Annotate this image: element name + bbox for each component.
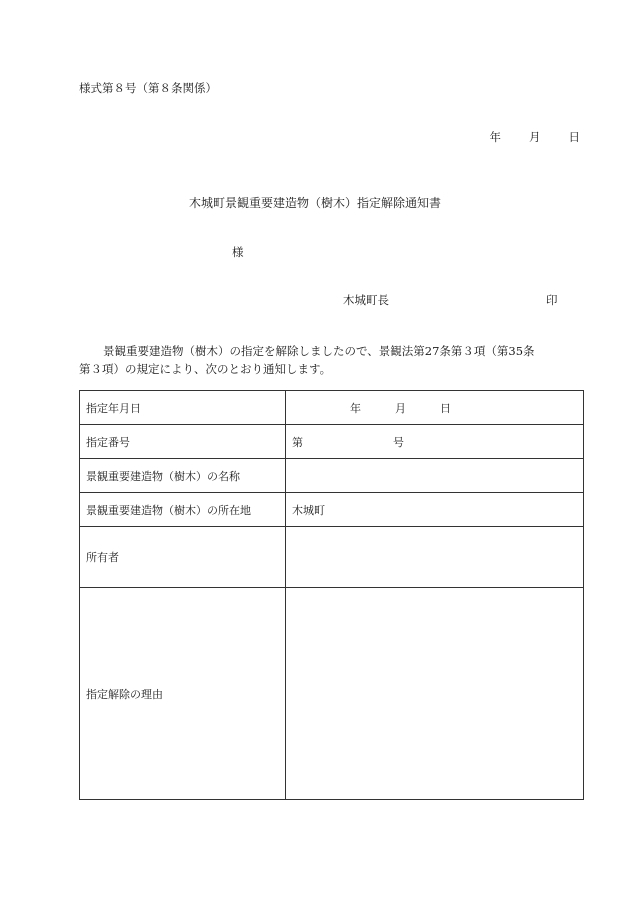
date-month: 月 (529, 130, 541, 144)
owner-label: 所有者 (80, 527, 286, 588)
owner-value (286, 527, 584, 588)
info-table (79, 390, 584, 800)
row-date-year: 年 (350, 401, 361, 415)
date-year: 年 (489, 130, 501, 144)
structure-location-value: 木城町 (286, 493, 584, 527)
table-row (80, 391, 584, 425)
issue-date (490, 129, 581, 145)
date-day: 日 (568, 130, 580, 144)
body-line-1: 景観重要建造物（樹木）の指定を解除しましたので、景観法第27条第３項（第35条 (103, 344, 535, 358)
table-row (80, 588, 584, 800)
cancellation-reason-value (286, 588, 584, 800)
seal-mark: 印 (546, 293, 558, 307)
designation-number-value (286, 425, 584, 459)
number-suffix: 号 (393, 435, 404, 449)
cancellation-reason-label: 指定解除の理由 (80, 588, 286, 800)
addressee-suffix: 様 (232, 245, 244, 259)
body-line-2: 第３項）の規定により、次のとおり通知します。 (79, 362, 332, 376)
sender-name: 木城町長 (343, 293, 389, 307)
table-row (80, 493, 584, 527)
table-row (80, 425, 584, 459)
designation-date-value (286, 391, 584, 425)
table-row (80, 459, 584, 493)
number-prefix: 第 (292, 435, 303, 449)
body-text (79, 342, 584, 378)
designation-number-label: 指定番号 (80, 425, 286, 459)
table-row (80, 527, 584, 588)
designation-date-label: 指定年月日 (80, 391, 286, 425)
structure-name-label: 景観重要建造物（樹木）の名称 (80, 459, 286, 493)
row-date-month: 月 (395, 401, 406, 415)
row-date-day: 日 (440, 401, 451, 415)
structure-location-label: 景観重要建造物（樹木）の所在地 (80, 493, 286, 527)
form-number: 様式第８号（第８条関係） (79, 81, 217, 95)
structure-name-value (286, 459, 584, 493)
document-title: 木城町景観重要建造物（樹木）指定解除通知書 (188, 196, 441, 210)
